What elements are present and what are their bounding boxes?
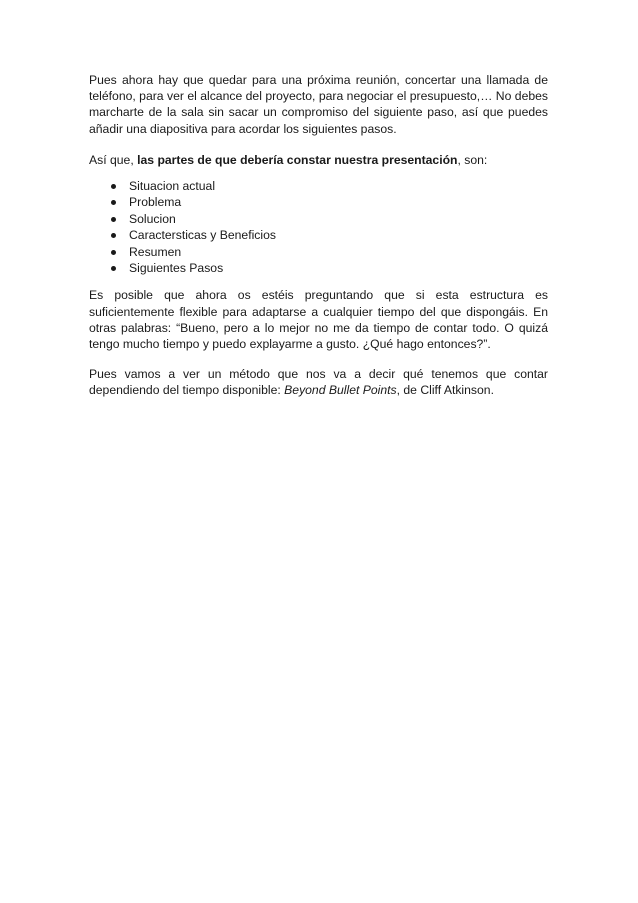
bullet-icon (111, 184, 116, 189)
list-item (107, 211, 548, 227)
paragraph-flexibility: Es posible que ahora os estéis preguntando que si esta estructura es suficientemente flexible para adaptarse a cualquier tiempo del que dispongáis. En otras palabras: “Bueno, pero a lo mejor no me da tiempo de contar todo. O quizá tengo mucho tiempo y puedo explayarme a gusto. ¿Qué hago entonces?”. (89, 288, 548, 351)
intro-bold: las partes de que debería constar nuestra presentación (137, 152, 458, 167)
presentation-parts-list (89, 178, 548, 276)
list-item-label: Caractersticas y Beneficios (129, 228, 276, 243)
list-item (107, 178, 548, 194)
book-title: Beyond Bullet Points (284, 383, 397, 398)
list-item-label: Solucion (129, 211, 176, 226)
method-prefix: Pues vamos a ver un método que nos va a decir qué tenemos que contar dependiendo del tiempo disponible: (89, 367, 548, 398)
list-item (107, 244, 548, 260)
method-suffix: , de Cliff Atkinson. (396, 383, 494, 398)
bullet-icon (111, 250, 116, 255)
list-item-label: Problema (129, 195, 182, 210)
list-item (107, 194, 548, 210)
bullet-icon (111, 200, 116, 205)
paragraph-meeting: Pues ahora hay que quedar para una próxima reunión, concertar una llamada de teléfono, para ver el alcance del proyecto, para negociar el presupuesto,… No debes marcharte de la sala sin sacar un compromiso del siguiente paso, así que puedes añadir una diapositiva para acordar los siguientes pasos. (89, 73, 548, 136)
list-item (107, 227, 548, 243)
bullet-icon (111, 233, 116, 238)
list-item (107, 260, 548, 276)
list-item-label: Situacion actual (129, 179, 216, 194)
intro-prefix: Así que, (89, 152, 138, 167)
intro-suffix: , son: (457, 152, 488, 167)
bullet-icon (111, 217, 116, 222)
document-body (89, 72, 548, 399)
paragraph-parts-intro (89, 152, 548, 168)
list-item-label: Siguientes Pasos (129, 260, 224, 275)
paragraph-method (89, 366, 548, 398)
bullet-icon (111, 266, 116, 271)
list-item-label: Resumen (129, 244, 182, 259)
